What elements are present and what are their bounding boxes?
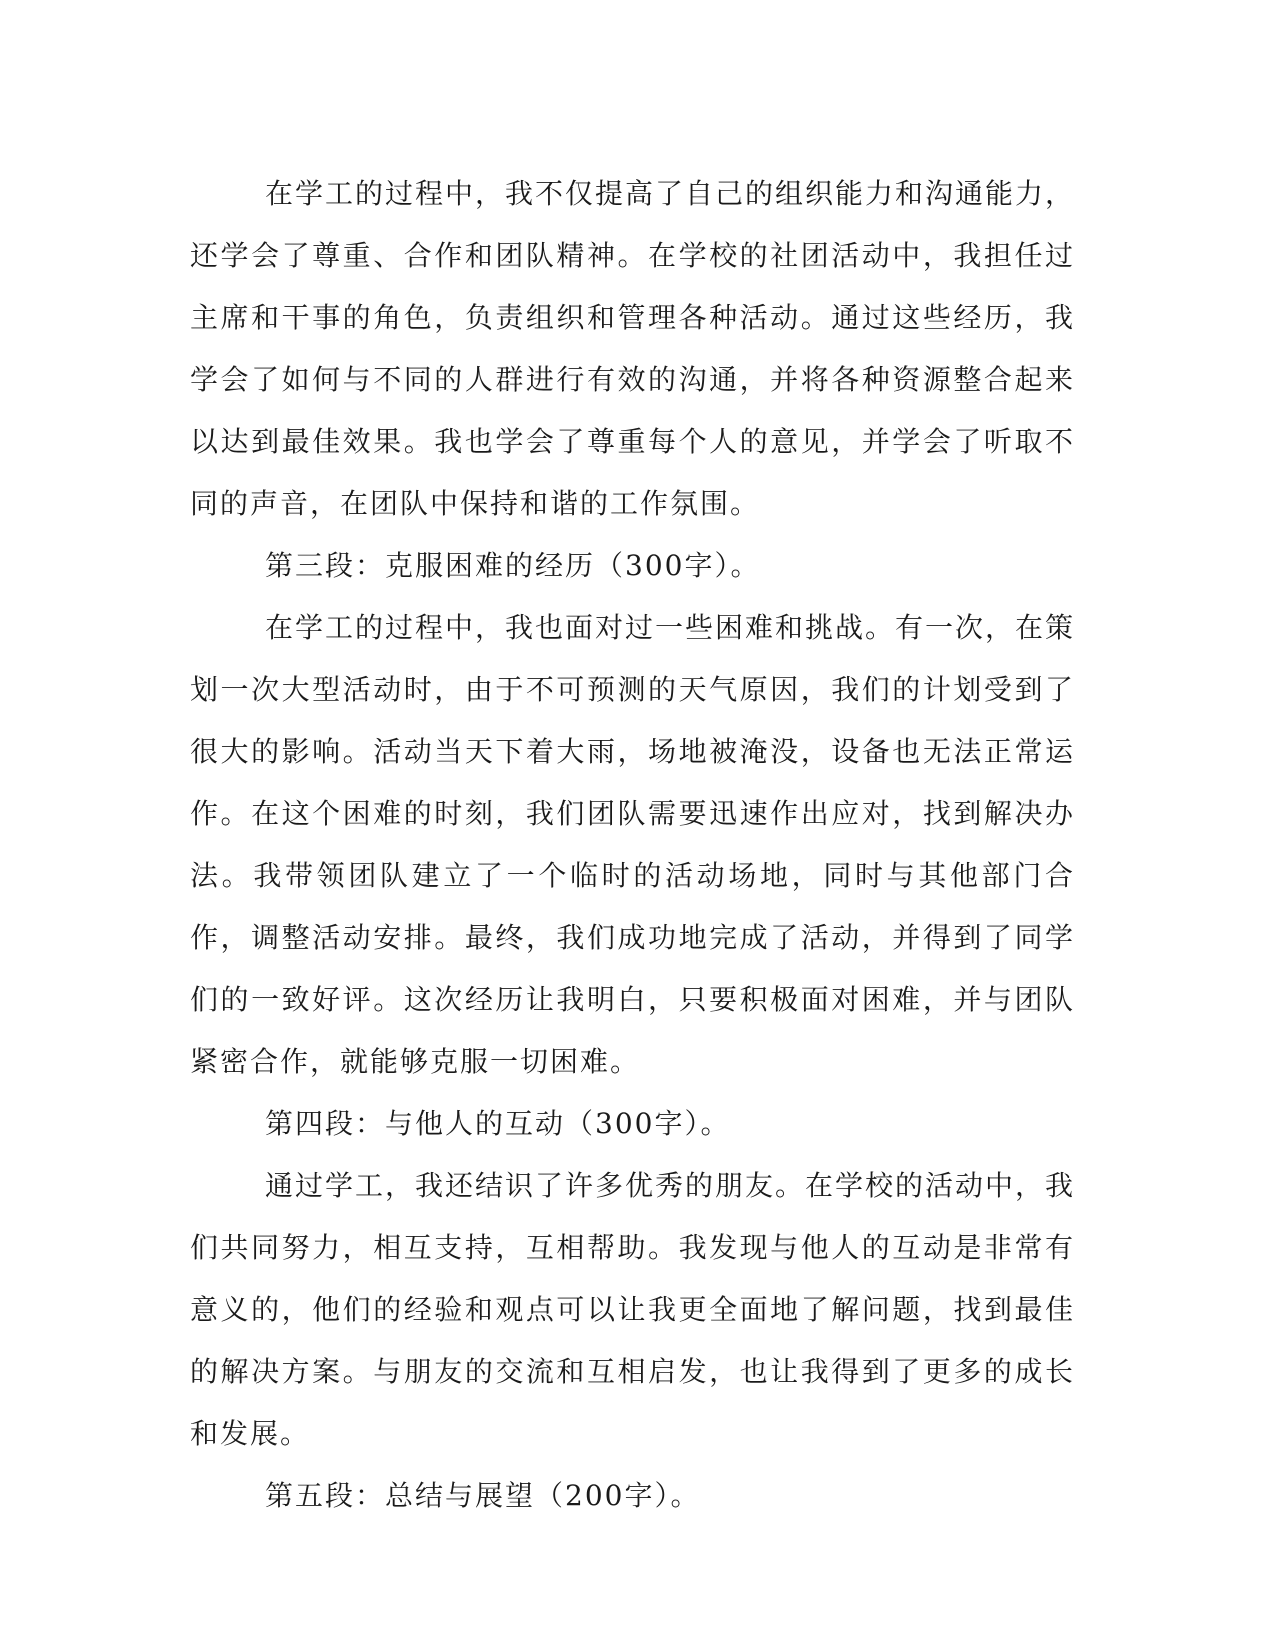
section-heading-overcoming-difficulties: 第三段：克服困难的经历（300字）。 bbox=[265, 549, 761, 582]
paragraph-overcoming-difficulties: 在学工的过程中，我也面对过一些困难和挑战。有一次，在策划一次大型活动时，由于不可预测的天气原因，我们的计划受到了很大的影响。活动当天下着大雨，场地被淹没，设备也无法正常运作。在这个困难的时刻，我们团队需要迅速作出应对，找到解决办法。我带领团队建立了一个临时的活动场地，同时与其他部门合作，调整活动安排。最终，我们成功地完成了活动，并得到了同学们的一致好评。这次经历让我明白，只要积极面对困难，并与团队紧密合作，就能够克服一切困难。 bbox=[190, 611, 1076, 1078]
document-body bbox=[190, 163, 1075, 1527]
section-heading-summary-outlook: 第五段：总结与展望（200字）。 bbox=[265, 1479, 701, 1512]
paragraph-interaction-with-others: 通过学工，我还结识了许多优秀的朋友。在学校的活动中，我们共同努力，相互支持，互相帮助。我发现与他人的互动是非常有意义的，他们的经验和观点可以让我更全面地了解问题，找到最佳的解决方案。与朋友的交流和互相启发，也让我得到了更多的成长和发展。 bbox=[190, 1169, 1076, 1450]
section-heading-interaction-with-others: 第四段：与他人的互动（300字）。 bbox=[265, 1107, 731, 1140]
paragraph-teamwork-skills: 在学工的过程中，我不仅提高了自己的组织能力和沟通能力，还学会了尊重、合作和团队精神。在学校的社团活动中，我担任过主席和干事的角色，负责组织和管理各种活动。通过这些经历，我学会了如何与不同的人群进行有效的沟通，并将各种资源整合起来以达到最佳效果。我也学会了尊重每个人的意见，并学会了听取不同的声音，在团队中保持和谐的工作氛围。 bbox=[190, 177, 1076, 520]
